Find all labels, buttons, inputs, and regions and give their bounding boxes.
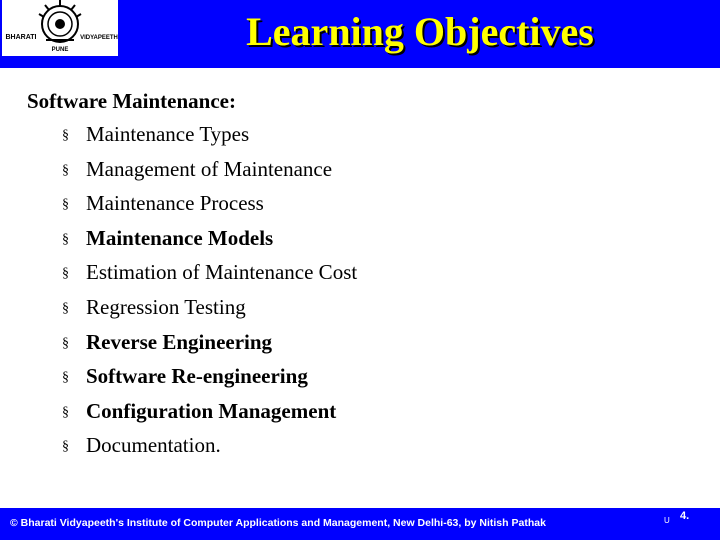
- list-item: [62, 186, 707, 221]
- list-item-text: Maintenance Models: [86, 225, 274, 250]
- header-banner: [0, 0, 720, 68]
- bullet-icon: §: [62, 266, 69, 282]
- list-item-text: Management of Maintenance: [86, 156, 333, 181]
- list-item: [62, 359, 707, 394]
- slide-code: 4.: [680, 510, 690, 522]
- slide-title: Learning Objectives: [246, 9, 594, 54]
- logo-text-bottom: PUNE: [51, 47, 69, 53]
- list-item-text: Documentation.: [86, 433, 221, 458]
- objectives-list: [62, 117, 707, 463]
- bullet-icon: §: [62, 370, 69, 386]
- list-item-text: Maintenance Types: [86, 122, 250, 146]
- list-item-text: Configuration Management: [86, 398, 337, 423]
- list-item-text: Reverse Engineering: [86, 329, 273, 354]
- list-item-text: Software Re-engineering: [86, 364, 308, 389]
- list-item: [62, 117, 707, 152]
- slide-content: [27, 86, 707, 463]
- institute-logo: [2, 0, 118, 56]
- bullet-icon: §: [62, 231, 69, 247]
- bullet-icon: §: [62, 197, 69, 213]
- list-item-text: Maintenance Process: [86, 191, 264, 216]
- bullet-icon: §: [62, 162, 69, 178]
- list-item: [62, 290, 707, 325]
- bullet-icon: §: [62, 404, 69, 420]
- logo-emblem-icon: [2, 0, 118, 56]
- list-item: [62, 325, 707, 360]
- list-item: [62, 152, 707, 187]
- list-item: [62, 255, 707, 290]
- logo-text-left: BHARATI: [5, 34, 37, 41]
- list-item: [62, 428, 707, 463]
- bullet-icon: §: [62, 439, 69, 455]
- list-item: [62, 221, 707, 256]
- footer-copyright: © Bharati Vidyapeeth's Institute of Computer Applications and Management, New Delhi-63, by Nitish Pathak: [10, 517, 546, 529]
- footer-banner: [0, 508, 720, 540]
- list-item: [62, 394, 707, 429]
- bullet-icon: §: [62, 300, 69, 316]
- list-item-text: Regression Testing: [86, 294, 246, 319]
- logo-text-right: VIDYAPEETH: [80, 35, 118, 41]
- page-number: U: [664, 516, 670, 525]
- list-item-text: Estimation of Maintenance Cost: [86, 260, 358, 285]
- section-heading: Software Maintenance:: [27, 89, 236, 113]
- bullet-icon: §: [62, 335, 69, 351]
- bullet-icon: §: [62, 128, 69, 143]
